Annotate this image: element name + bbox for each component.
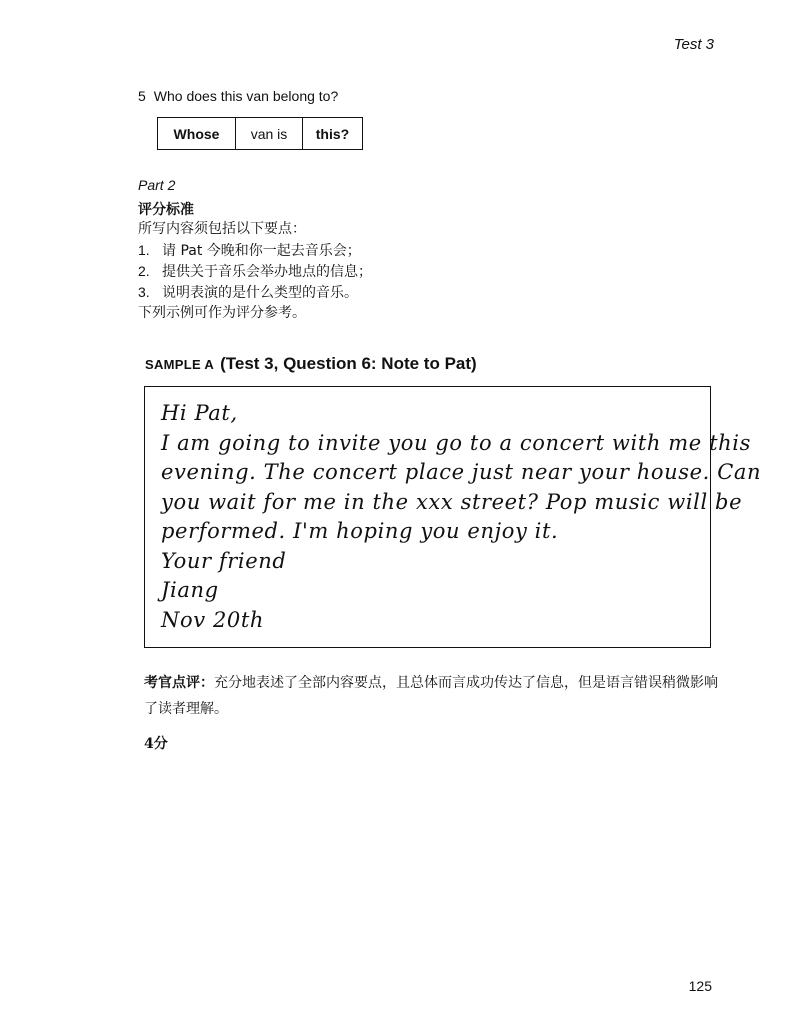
criteria-intro: 所写内容须包括以下要点： bbox=[138, 221, 306, 237]
criteria-item bbox=[138, 282, 372, 303]
criteria-item-number: 1. bbox=[138, 242, 150, 258]
criteria-item-number: 2. bbox=[138, 263, 150, 279]
question-number: 5 bbox=[138, 88, 146, 104]
sample-title: (Test 3, Question 6: Note to Pat) bbox=[220, 354, 477, 373]
examiner-comment bbox=[144, 670, 719, 722]
question-5 bbox=[138, 88, 338, 104]
note-line: Nov 20th bbox=[161, 607, 265, 632]
answer-cell-1: Whose bbox=[158, 118, 236, 150]
criteria-item-text: 请 Pat 今晚和你一起去音乐会； bbox=[162, 243, 361, 259]
note-line: you wait for me in the xxx street? Pop music will be bbox=[161, 489, 743, 514]
note-line: performed. I'm hoping you enjoy it. bbox=[161, 519, 559, 543]
sample-heading bbox=[145, 354, 477, 374]
criteria-item-text: 说明表演的是什么类型的音乐。 bbox=[162, 285, 358, 301]
note-line: evening. The concert place just near your house. Can bbox=[161, 460, 762, 484]
criteria-item bbox=[138, 240, 372, 261]
criteria-item-number: 3. bbox=[138, 284, 150, 300]
part-2-heading: Part 2 bbox=[138, 177, 176, 193]
answer-table bbox=[157, 117, 363, 150]
note-line: Jiang bbox=[161, 578, 219, 602]
sample-label: SAMPLE A bbox=[145, 357, 215, 372]
note-line: Your friend bbox=[161, 548, 287, 573]
answer-cell-3: this? bbox=[303, 118, 363, 150]
examiner-label: 考官点评： bbox=[144, 675, 214, 691]
question-prompt: Who does this van belong to? bbox=[153, 88, 339, 104]
criteria-item bbox=[138, 261, 372, 282]
criteria-item-text: 提供关于音乐会举办地点的信息； bbox=[162, 264, 372, 280]
examiner-comment-text: 充分地表述了全部内容要点，且总体而言成功传达了信息，但是语言错误稍微影响了读者理解。 bbox=[144, 675, 718, 717]
page-number: 125 bbox=[688, 978, 712, 994]
note-line: I am going to invite you go to a concert with me this bbox=[161, 430, 751, 455]
running-header: Test 3 bbox=[673, 36, 714, 53]
score: 4分 bbox=[144, 736, 168, 752]
answer-cell-2: van is bbox=[236, 118, 303, 150]
criteria-title: 评分标准 bbox=[138, 202, 194, 218]
criteria-list bbox=[138, 240, 372, 303]
reference-note: 下列示例可作为评分参考。 bbox=[138, 305, 306, 321]
handwritten-note-box bbox=[144, 386, 762, 648]
note-line: Hi Pat, bbox=[161, 401, 238, 425]
handwritten-note bbox=[161, 399, 761, 635]
